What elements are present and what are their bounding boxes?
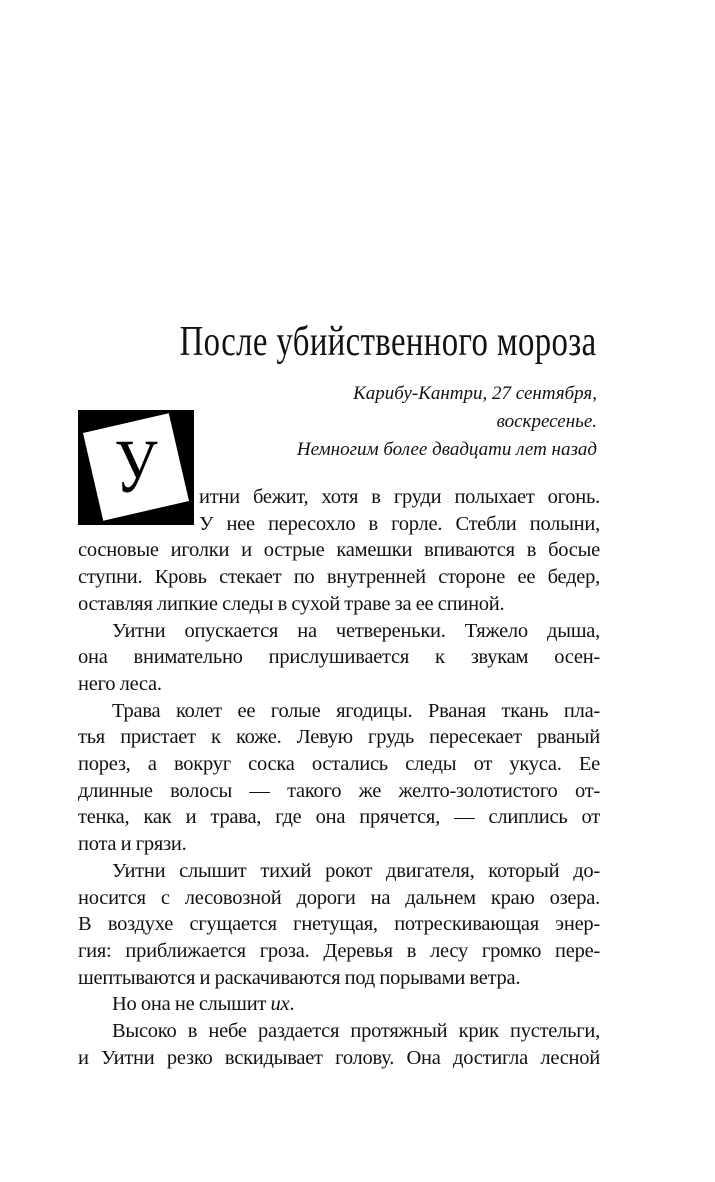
text-line-content	[112, 991, 600, 1018]
text-line	[78, 991, 600, 1018]
text-line	[78, 751, 600, 778]
text-line-text: оставляя липкие следы в сухой траве за ее спиной.	[78, 592, 505, 615]
text-line	[78, 564, 600, 591]
epigraph-line: Немногим более двадцати лет назад	[296, 439, 597, 460]
text-line-text: она внимательно прислушивается к звукам осен-	[78, 646, 600, 669]
text-line-text: Уитни слышит тихий рокот двигателя, который до-	[112, 859, 600, 882]
text-line	[78, 591, 600, 618]
text-line-text: итни бежит, хотя в груди полыхает огонь.	[199, 486, 600, 508]
text-line-content	[199, 511, 600, 538]
text-line-content	[78, 671, 600, 698]
text-line-text: порез, а вокруг соска остались следы от укуса. Ее	[78, 753, 600, 776]
text-line	[78, 698, 600, 725]
text-line-content	[78, 537, 600, 564]
text-line-content	[78, 938, 600, 965]
text-line-content	[78, 778, 600, 805]
emphasis: их	[270, 993, 290, 1016]
text-line	[78, 858, 600, 885]
text-line-content	[78, 751, 600, 778]
text-line-content	[112, 858, 600, 885]
body-text	[78, 484, 600, 1071]
text-line-text: тенка, как и трава, где она прячется, — слиплись от	[78, 806, 600, 829]
text-line-content	[199, 484, 600, 511]
text-line-text: носится с лесовозной дороги на дальнем краю озера.	[78, 886, 600, 909]
text-line	[78, 1045, 600, 1072]
text-line	[78, 965, 600, 992]
chapter-title: После убийственного мороза	[180, 319, 597, 365]
text-line-content	[112, 618, 600, 645]
text-line	[78, 804, 600, 831]
text-line-text: В воздухе сгущается гнетущая, потрескивающая энер-	[78, 913, 600, 936]
text-line-content	[78, 1045, 600, 1072]
text-line-text: Высоко в небе раздается протяжный крик пустельги,	[112, 1020, 600, 1043]
text-line-content	[112, 698, 600, 725]
punctuation: .	[289, 993, 295, 1016]
text-line	[78, 885, 600, 912]
text-line-text: Но она не слышит	[112, 993, 271, 1016]
text-line-content	[78, 591, 600, 618]
epigraph	[297, 380, 597, 464]
text-line-text: гия: приближается гроза. Деревья в лесу громко пере-	[78, 939, 600, 962]
drop-cap-letter: У	[114, 425, 158, 509]
text-line	[199, 511, 600, 538]
text-line-content	[78, 644, 600, 671]
text-line	[78, 618, 600, 645]
text-line-content	[78, 804, 600, 831]
text-line	[78, 831, 600, 858]
text-line-text: У нее пересохло в горле. Стебли полыни,	[199, 512, 600, 535]
text-line	[78, 1018, 600, 1045]
text-line-content	[78, 885, 600, 912]
text-line-text: длинные волосы — такого же желто-золотистого от-	[78, 779, 600, 802]
text-line-text: Уитни опускается на четвереньки. Тяжело дыша,	[112, 619, 600, 642]
epigraph-line: Карибу-Кантри, 27 сентября,	[353, 383, 597, 404]
text-line	[78, 537, 600, 564]
text-line	[78, 644, 600, 671]
text-line-text: сосновые иголки и острые камешки впиваются в босые	[78, 539, 600, 562]
text-line-text: пота и грязи.	[78, 833, 187, 856]
text-line-content	[78, 831, 600, 858]
text-line	[199, 484, 600, 511]
text-line	[78, 778, 600, 805]
text-line-text: Трава колет ее голые ягодицы. Рваная ткань пла-	[112, 699, 600, 722]
text-line	[78, 724, 600, 751]
text-line-text: шептываются и раскачиваются под порывами ветра.	[78, 966, 521, 989]
text-line-text: него леса.	[78, 672, 162, 695]
text-line	[78, 911, 600, 938]
text-line-content	[78, 564, 600, 591]
text-line	[78, 671, 600, 698]
text-line	[78, 938, 600, 965]
text-line-text: ступни. Кровь стекает по внутренней стороне ее бедер,	[78, 566, 600, 589]
epigraph-line: воскресенье.	[496, 411, 597, 432]
text-line-content	[78, 965, 600, 992]
text-line-content	[112, 1018, 600, 1045]
text-line-content	[78, 911, 600, 938]
text-line-content	[78, 724, 600, 751]
text-line-text: и Уитни резко вскидывает голову. Она достигла лесной	[78, 1046, 600, 1069]
text-line-text: тья пристает к коже. Левую грудь пересекает рваный	[78, 726, 600, 749]
